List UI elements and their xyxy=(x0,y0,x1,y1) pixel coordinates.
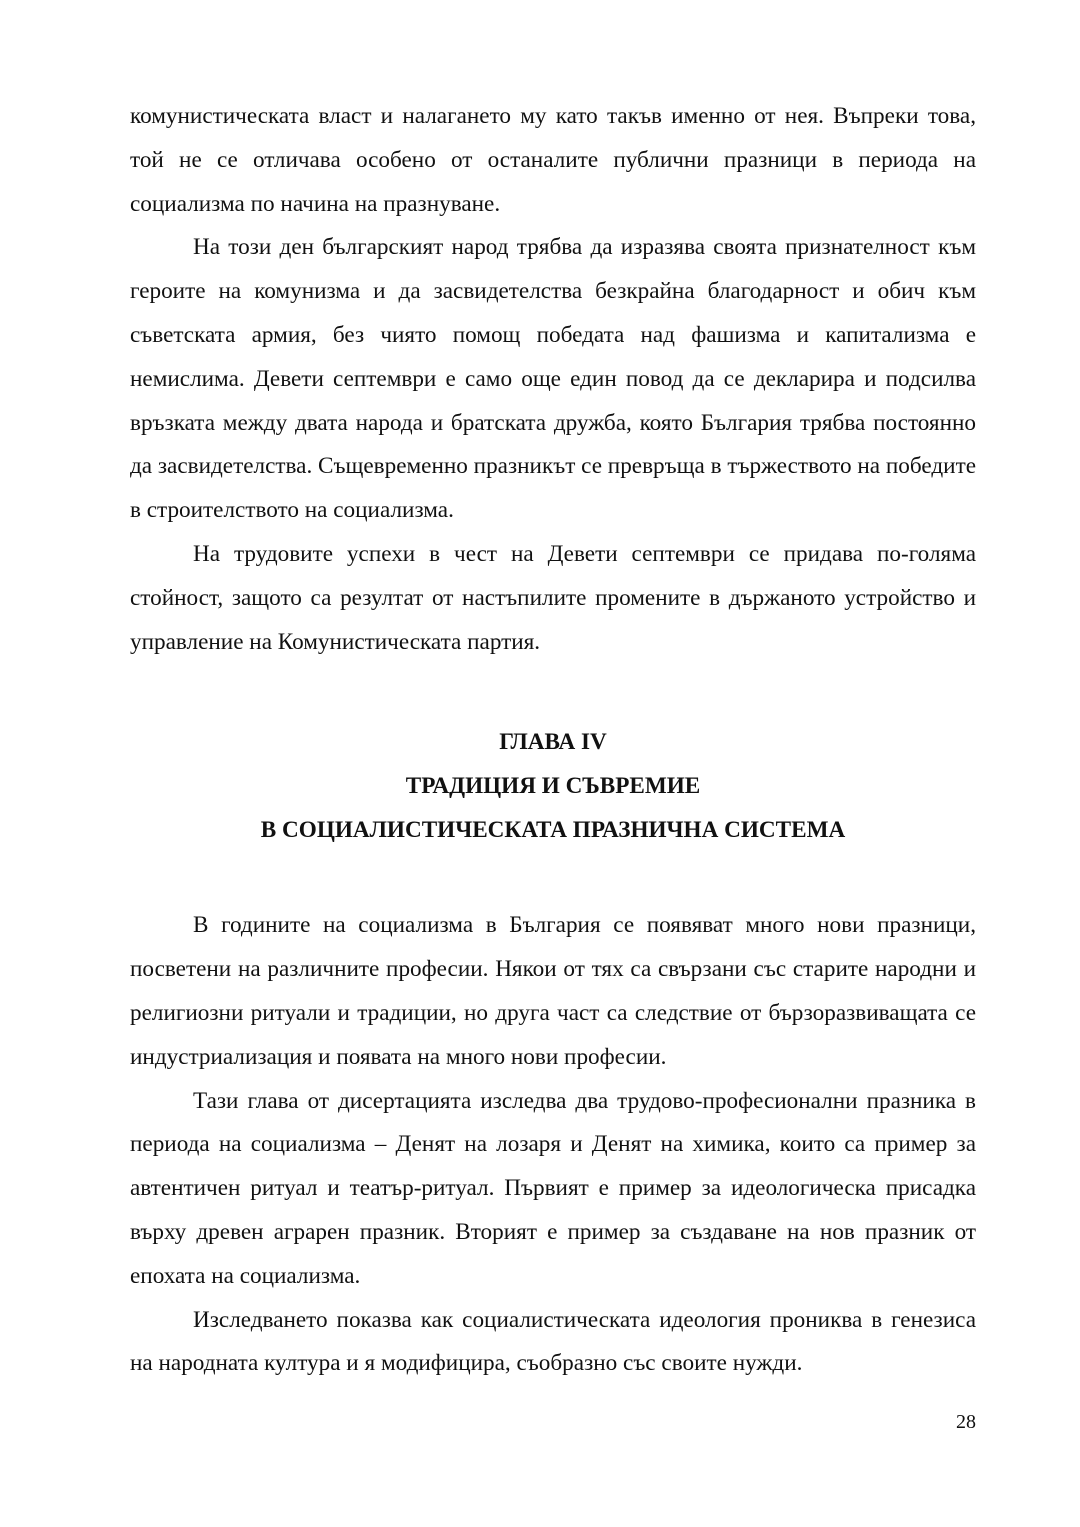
page-number: 28 xyxy=(956,1411,976,1433)
chapter-title-line-2: В СОЦИАЛИСТИЧЕСКАТА ПРАЗНИЧНА СИСТЕМА xyxy=(260,817,846,844)
document-page xyxy=(130,95,976,1386)
paragraph-research-shows: Изследването показва как социалистическата идеология прониква в генезиса на народната култура и я модифицира, съобразно със своите нужди. xyxy=(130,1306,976,1377)
chapter-heading xyxy=(130,720,976,852)
paragraph-gratitude: На този ден българският народ трябва да изразява своята признателност към героите на комунизма и да засвидетелства безкрайна благодарност и обич към съветската армия, без чиято помощ победата над фашизма и капитализма е немислима. Девети септември е само още един повод да се декларира и подсилва връзката между двата народа и братската дружба, която България трябва постоянно да засвидетелства. Същевременно празникът се превръща в тържеството на победите в строителството на социализма. xyxy=(130,234,976,524)
paragraph-continued: комунистическата власт и налагането му като такъв именно от нея. Въпреки това, той не се отличава особено от останалите публични празници в периода на социализма по начина на празнуване. xyxy=(130,103,976,217)
chapter-number: ГЛАВА IV xyxy=(499,729,607,756)
paragraph-new-holidays: В годините на социализма в България се появяват много нови празници, посветени на различните професии. Някои от тях са свързани със старите народни и религиозни ритуали и традиции, но друга част са следствие от бързоразвиващата се индустриализация и появата на много нови професии. xyxy=(130,912,976,1070)
paragraph-labor-successes: На трудовите успехи в чест на Девети септември се придава по-голяма стойност, защото са резултат от настъпилите промените в държаното устройство и управление на Комунистическата партия. xyxy=(130,540,976,655)
paragraph-chapter-scope: Тази глава от дисертацията изследва два трудово-професионални празника в периода на социализма – Денят на лозаря и Денят на химика, които са пример за автентичен ритуал и театър-ритуал. Първият е пример за идеологическа присадка върху древен аграрен празник. Вторият е пример за създаване на нов празник от епохата на социализма. xyxy=(130,1087,976,1289)
chapter-title-line-1: ТРАДИЦИЯ И СЪВРЕМИЕ xyxy=(405,773,701,800)
